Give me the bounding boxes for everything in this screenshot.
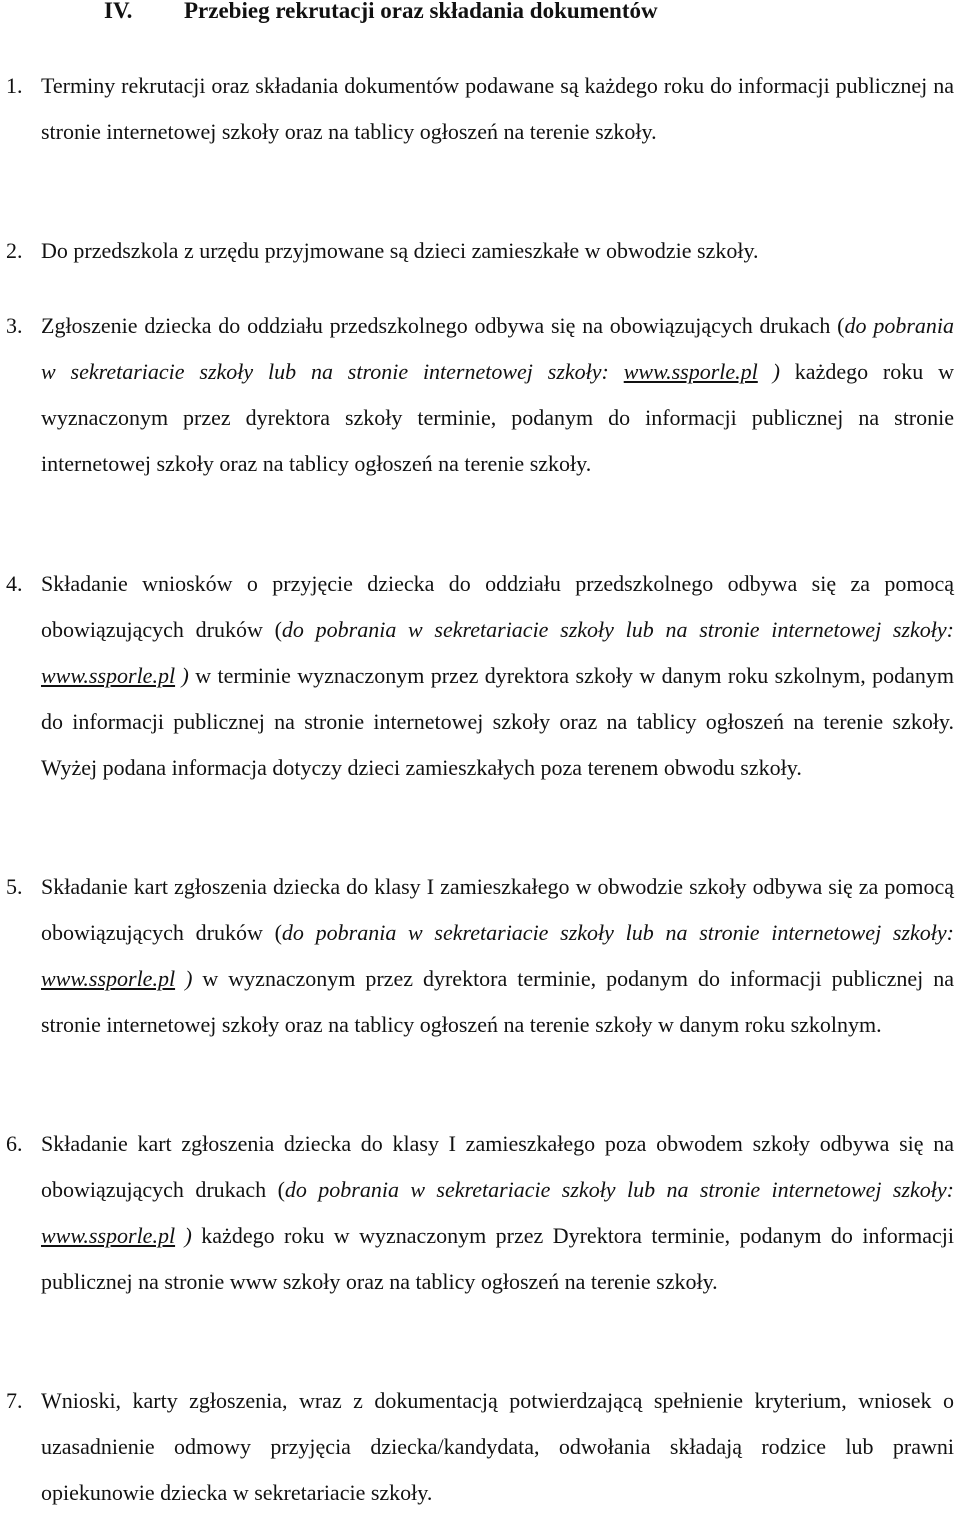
- website-link[interactable]: www.ssporle.pl: [623, 359, 758, 384]
- item-text-before: Składanie kart zgłoszenia dziecka do klasy I zamieszkałego w obwodzie szkoły odbywa się za pomocą obowiązujących druków (: [41, 874, 954, 945]
- item-text: [41, 303, 954, 487]
- item-number: 3.: [6, 313, 23, 338]
- list-item: [6, 561, 954, 791]
- section-number: IV.: [104, 0, 133, 23]
- item-text-italic-close: ): [175, 966, 193, 991]
- item-text-before: Składanie kart zgłoszenia dziecka do klasy I zamieszkałego poza obwodem szkoły odbywa się na obowiązujących drukach (: [41, 1131, 954, 1202]
- item-text: Do przedszkola z urzędu przyjmowane są dzieci zamieszkałe w obwodzie szkoły.: [41, 238, 759, 263]
- list-item: [6, 1121, 954, 1305]
- website-link[interactable]: www.ssporle.pl: [41, 663, 176, 688]
- section-title: Przebieg rekrutacji oraz składania dokumentów: [184, 0, 658, 23]
- item-text-after: w terminie wyznaczonym przez dyrektora szkoły w danym roku szkolnym, podanym do informacji publicznej na stronie internetowej szkoły oraz na tablicy ogłoszeń na terenie szkoły. Wyżej podana informacja dotyczy dzieci zamieszkałych poza terenem obwodu szkoły.: [41, 663, 955, 780]
- item-text: [41, 1121, 954, 1305]
- item-text: Terminy rekrutacji oraz składania dokumentów podawane są każdego roku do informacji publicznej na stronie internetowej szkoły oraz na tablicy ogłoszeń na terenie szkoły.: [41, 73, 954, 144]
- item-text: Wnioski, karty zgłoszenia, wraz z dokumentacją potwierdzającą spełnienie kryterium, wniosek o uzasadnienie odmowy przyjęcia dziecka/kandydata, odwołania składają rodzice lub prawni opiekunowie dziecka w sekretariacie szkoły.: [41, 1388, 954, 1505]
- list-item: [6, 228, 954, 274]
- item-number: 5.: [6, 874, 23, 899]
- item-text-before: Zgłoszenie dziecka do oddziału przedszkolnego odbywa się na obowiązujących drukach (: [41, 313, 845, 338]
- list-item: [6, 1378, 954, 1516]
- item-text-italic-close: ): [175, 663, 189, 688]
- item-text-italic: do pobrania w sekretariacie szkoły lub na stronie internetowej szkoły:: [284, 1177, 954, 1202]
- item-number: 2.: [6, 238, 23, 263]
- list-item: [6, 303, 954, 487]
- item-text-italic-close: ): [757, 359, 780, 384]
- item-text-after: każdego roku w wyznaczonym przez dyrektora szkoły terminie, podanym do informacji publicznej na stronie internetowej szkoły oraz na tablicy ogłoszeń na terenie szkoły.: [41, 359, 954, 476]
- list-item: [6, 63, 954, 155]
- item-number: 6.: [6, 1131, 23, 1156]
- item-text-after: w wyznaczonym przez dyrektora terminie, podanym do informacji publicznej na stronie internetowej szkoły oraz na tablicy ogłoszeń na terenie szkoły w danym roku szkolnym.: [41, 966, 955, 1037]
- section-heading: [104, 0, 944, 28]
- website-link[interactable]: www.ssporle.pl: [41, 1223, 176, 1248]
- item-text-before: Składanie wniosków o przyjęcie dziecka do oddziału przedszkolnego odbywa się za pomocą obowiązujących druków (: [41, 571, 954, 642]
- list-item: [6, 864, 954, 1048]
- item-text-italic: do pobrania w sekretariacie szkoły lub na stronie internetowej szkoły:: [41, 313, 954, 384]
- item-text-italic: do pobrania w sekretariacie szkoły lub na stronie internetowej szkoły:: [281, 920, 954, 945]
- item-number: 4.: [6, 571, 23, 596]
- item-text: [41, 561, 954, 791]
- website-link[interactable]: www.ssporle.pl: [41, 966, 176, 991]
- item-text-italic-close: ): [175, 1223, 192, 1248]
- item-number: 7.: [6, 1388, 23, 1413]
- item-text-italic: do pobrania w sekretariacie szkoły lub na stronie internetowej szkoły:: [281, 617, 954, 642]
- item-number: 1.: [6, 73, 23, 98]
- item-text-after: każdego roku w wyznaczonym przez Dyrektora terminie, podanym do informacji publicznej na stronie www szkoły oraz na tablicy ogłoszeń na terenie szkoły.: [41, 1223, 954, 1294]
- item-text: [41, 864, 954, 1048]
